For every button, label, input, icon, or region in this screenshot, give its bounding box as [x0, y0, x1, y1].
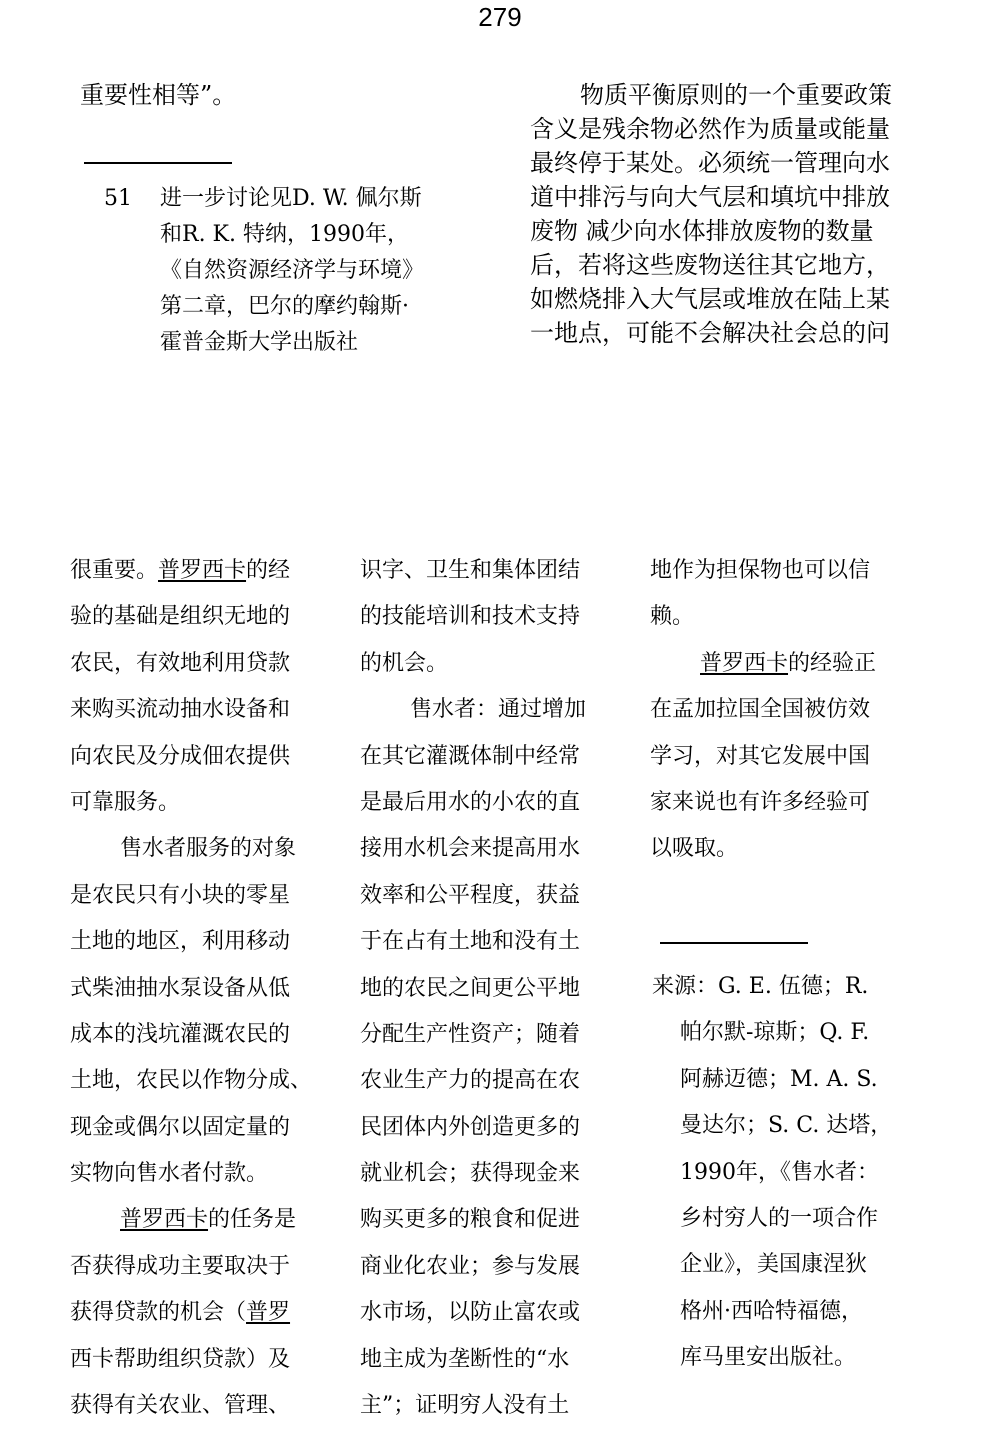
text-segment: 商业化农业；参与发展	[360, 1253, 581, 1279]
text-segment: 农民，有效地利用贷款	[70, 650, 291, 676]
text-segment: 的经验正	[788, 650, 877, 676]
text-segment: 在其它灌溉体制中经常	[360, 743, 581, 769]
column-line	[360, 594, 586, 640]
box-column-2	[360, 548, 586, 1429]
column-line	[70, 1012, 312, 1058]
column-line	[650, 594, 876, 640]
text-segment: 获得有关农业、管理、	[70, 1393, 291, 1419]
footnote-line: 进一步讨论见D. W. 佩尔斯	[160, 186, 422, 211]
text-segment: 在孟加拉国全国被仿效	[650, 697, 871, 723]
column-line	[360, 548, 586, 594]
column-line	[70, 780, 312, 826]
text-segment: 的机会。	[360, 650, 449, 676]
text-segment: 识字、卫生和集体团结	[360, 558, 581, 583]
body-line: 一地点，可能不会解决社会总的问	[530, 319, 890, 347]
footnote-line: 《自然资源经济学与环境》	[160, 258, 425, 283]
text-segment: 验的基础是组织无地的	[70, 604, 291, 630]
text-segment: 式柴油抽水泵设备从低	[70, 975, 291, 1001]
source-line: 帕尔默-琼斯；Q. F.	[680, 1020, 870, 1046]
text-segment: 可靠服务。	[70, 789, 181, 815]
column-line	[70, 687, 312, 733]
text-segment: 售水者：通过增加	[410, 697, 587, 723]
text-segment: 家来说也有许多经验可	[650, 789, 871, 815]
org-name-underlined: 普罗西卡	[120, 1207, 209, 1233]
column-line	[360, 1105, 586, 1151]
source-line: 库马里安出版社。	[680, 1345, 857, 1371]
text-segment: 来购买流动抽水设备和	[70, 697, 291, 723]
column-line	[70, 919, 312, 965]
column-line	[70, 826, 312, 872]
text-segment: 现金或偶尔以固定量的	[70, 1114, 291, 1140]
footnote-rule	[84, 162, 232, 164]
body-line: 物质平衡原则的一个重要政策	[580, 81, 892, 109]
text-segment: 售水者服务的对象	[120, 836, 297, 862]
column-line	[70, 1058, 312, 1104]
footnote-number: 51	[104, 186, 132, 211]
column-line	[360, 826, 586, 872]
column-line	[360, 780, 586, 826]
text-segment: 很重要。	[70, 558, 159, 583]
text-segment: 实物向售水者付款。	[70, 1161, 269, 1187]
text-segment: 购买更多的粮食和促进	[360, 1207, 581, 1233]
text-segment: 效率和公平程度，获益	[360, 882, 581, 908]
text-segment: 土地，农民以作物分成、	[70, 1068, 313, 1094]
column-line	[650, 826, 876, 872]
column-line	[70, 1290, 312, 1336]
column-line	[70, 1337, 312, 1383]
column-line	[650, 780, 876, 826]
column-line	[650, 734, 876, 780]
page-number: 279	[478, 2, 522, 32]
text-segment: 获得贷款的机会（	[70, 1300, 247, 1326]
text-segment: 的技能培训和技术支持	[360, 604, 581, 630]
text-segment: 地的农民之间更公平地	[360, 975, 581, 1001]
text-segment: 是农民只有小块的零星	[70, 882, 291, 908]
column-line	[360, 1383, 586, 1429]
text-segment: 接用水机会来提高用水	[360, 836, 581, 862]
column-line	[70, 1151, 312, 1197]
text-segment: 地主成为垄断性的“水	[360, 1346, 570, 1372]
lead-text: 重要性相等”。	[80, 81, 237, 109]
text-segment: 的任务是	[208, 1207, 297, 1233]
text-segment: 否获得成功主要取决于	[70, 1253, 291, 1279]
column-line	[70, 734, 312, 780]
org-name-underlined: 普罗西卡	[700, 650, 789, 676]
source-line: 乡村穷人的一项合作	[680, 1205, 879, 1231]
box-column-1	[70, 548, 312, 1429]
column-line	[360, 1058, 586, 1104]
footnote-line: 霍普金斯大学出版社	[160, 330, 359, 355]
text-segment: 西卡帮助组织贷款）及	[70, 1346, 291, 1372]
text-segment: 地作为担保物也可以信	[650, 558, 871, 583]
source-citation	[652, 964, 892, 1382]
footnote-line: 第二章，巴尔的摩约翰斯·	[160, 294, 409, 319]
column-line	[360, 687, 586, 733]
source-line: 1990年，《售水者：	[680, 1159, 879, 1185]
text-segment: 于在占有土地和没有土	[360, 929, 581, 955]
column-line	[360, 1151, 586, 1197]
text-segment: 土地的地区，利用移动	[70, 929, 291, 955]
column-line	[70, 641, 312, 687]
column-line	[360, 919, 586, 965]
column-line	[70, 873, 312, 919]
column-line	[360, 734, 586, 780]
source-line: 格州·西哈特福德，	[680, 1298, 863, 1324]
text-segment: 就业机会；获得现金来	[360, 1161, 581, 1187]
column-line	[650, 687, 876, 733]
body-line: 如燃烧排入大气层或堆放在陆上某	[530, 285, 890, 313]
column-line	[360, 641, 586, 687]
body-line: 废物 减少向水体排放废物的数量	[530, 217, 874, 245]
org-name-underlined: 普罗西卡	[158, 558, 247, 583]
column-line	[70, 966, 312, 1012]
text-segment: 主”；证明穷人没有土	[360, 1393, 570, 1419]
text-segment: 赖。	[650, 604, 695, 630]
column-line	[360, 966, 586, 1012]
text-segment: 水市场，以防止富农或	[360, 1300, 581, 1326]
text-segment: 农业生产力的提高在农	[360, 1068, 581, 1094]
column-line	[650, 548, 876, 594]
column-line	[70, 1105, 312, 1151]
body-line: 含义是残余物必然作为质量或能量	[530, 115, 890, 143]
text-segment: 向农民及分成佃农提供	[70, 743, 291, 769]
body-line: 道中排污与向大气层和填坑中排放	[530, 183, 890, 211]
column-line	[360, 1244, 586, 1290]
column-line	[360, 1012, 586, 1058]
column-line	[360, 873, 586, 919]
text-segment: 学习，对其它发展中国	[650, 743, 871, 769]
column-line	[70, 1197, 312, 1243]
text-segment: 民团体内外创造更多的	[360, 1114, 581, 1140]
source-rule	[660, 942, 808, 944]
source-line: 企业》，美国康涅狄	[680, 1252, 868, 1278]
body-line: 最终停于某处。必须统一管理向水	[530, 149, 890, 177]
column-line	[650, 641, 876, 687]
org-name-underlined: 普罗	[246, 1300, 291, 1326]
text-segment: 的经	[246, 558, 291, 583]
box-column-3	[650, 548, 876, 873]
text-segment: 以吸取。	[650, 836, 739, 862]
column-line	[360, 1290, 586, 1336]
body-line: 后，若将这些废物送往其它地方，	[530, 251, 890, 279]
column-line	[70, 1383, 312, 1429]
column-line	[360, 1197, 586, 1243]
column-line	[70, 594, 312, 640]
source-line: 阿赫迈德；M. A. S.	[680, 1066, 878, 1092]
column-line	[360, 1337, 586, 1383]
text-segment: 是最后用水的小农的直	[360, 789, 581, 815]
source-line: 来源：G. E. 伍德；R.	[652, 974, 869, 999]
column-line	[70, 1244, 312, 1290]
column-line	[70, 548, 312, 594]
footnote-line: 和R. K. 特纳，1990年，	[160, 222, 409, 247]
text-segment: 成本的浅坑灌溉农民的	[70, 1021, 291, 1047]
source-line: 曼达尔；S. C. 达塔，	[680, 1113, 893, 1139]
text-segment: 分配生产性资产；随着	[360, 1021, 581, 1047]
